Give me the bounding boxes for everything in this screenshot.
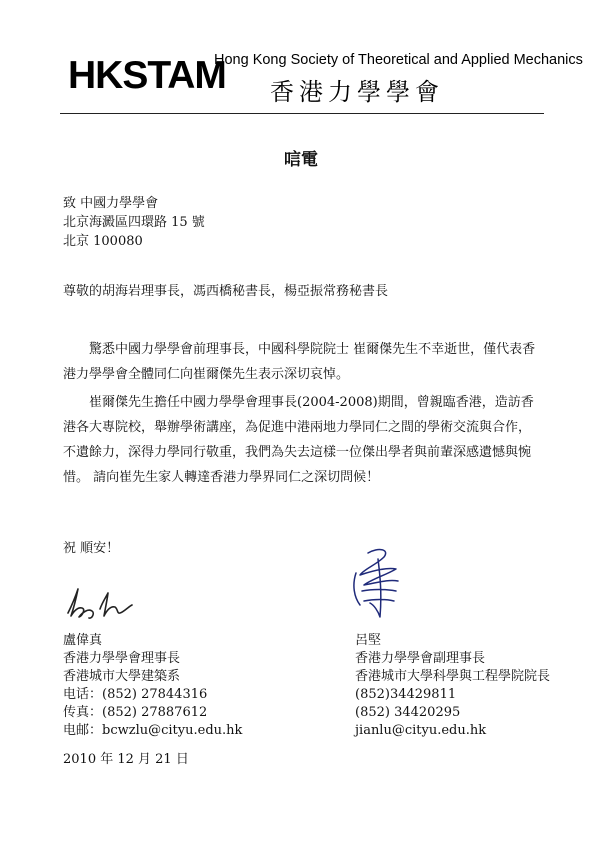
letterhead-divider (60, 113, 544, 114)
signatory-right-fax: (852) 34420295 (355, 705, 461, 720)
hkstam-logo: HKSTAM (68, 54, 226, 97)
signatory-left-fax: 传真：(852) 27887612 (63, 705, 208, 720)
signatory-left-dept: 香港城市大學建築系 (63, 669, 181, 684)
signatory-left-name: 盧偉真 (63, 633, 103, 648)
letter-date: 2010 年 12 月 21 日 (63, 752, 189, 767)
body-paragraph-1: 驚悉中國力學學會前理事長，中國科學院院士 崔爾傑先生不幸逝世，僅代表香港力學學會全體同仁向崔爾傑先生表示深切哀悼。 (63, 342, 536, 382)
recipient-line-1: 致 中國力學學會 (63, 196, 159, 211)
signatory-right-dept: 香港城市大學科學與工程學院院長 (355, 669, 551, 684)
recipient-line-2: 北京海澱區四環路 15 號 (63, 215, 205, 230)
salutation: 尊敬的胡海岩理事長，馮西橋秘書長，楊亞振常務秘書長 (63, 284, 389, 299)
body-paragraph-2: 崔爾傑先生擔任中國力學學會理事長(2004-2008)期間，曾親臨香港，造訪香港各大專院校，舉辦學術講座，為促進中港兩地力學同仁之間的學術交流與合作，不遺餘力，深得力學同行敬重，我們為失去這樣一位傑出學者與前輩深感遺憾與惋惜。 請向崔先生家人轉達香港力學界同仁之深切問候！ (63, 395, 534, 485)
signatory-left-phone: 电话：(852) 27844316 (63, 687, 208, 702)
org-name-chinese: 香港力學學會 (270, 78, 444, 106)
signatory-right-email: jianlu@cityu.edu.hk (355, 723, 487, 738)
org-name-english: Hong Kong Society of Theoretical and Applied Mechanics (214, 52, 583, 68)
signatory-right-title: 香港力學學會副理事長 (355, 651, 486, 666)
signature-left (62, 583, 152, 623)
signature-right (338, 545, 418, 625)
signatory-right-name: 呂堅 (355, 633, 382, 648)
signatory-left-email: 电邮：bcwzlu@cityu.edu.hk (63, 723, 243, 738)
letter-title: 唁電 (284, 150, 318, 170)
signatory-right-phone: (852)34429811 (355, 687, 457, 702)
signatory-left-title: 香港力學學會理事長 (63, 651, 181, 666)
recipient-line-3: 北京 100080 (63, 234, 143, 249)
closing: 祝 順安！ (63, 541, 120, 556)
